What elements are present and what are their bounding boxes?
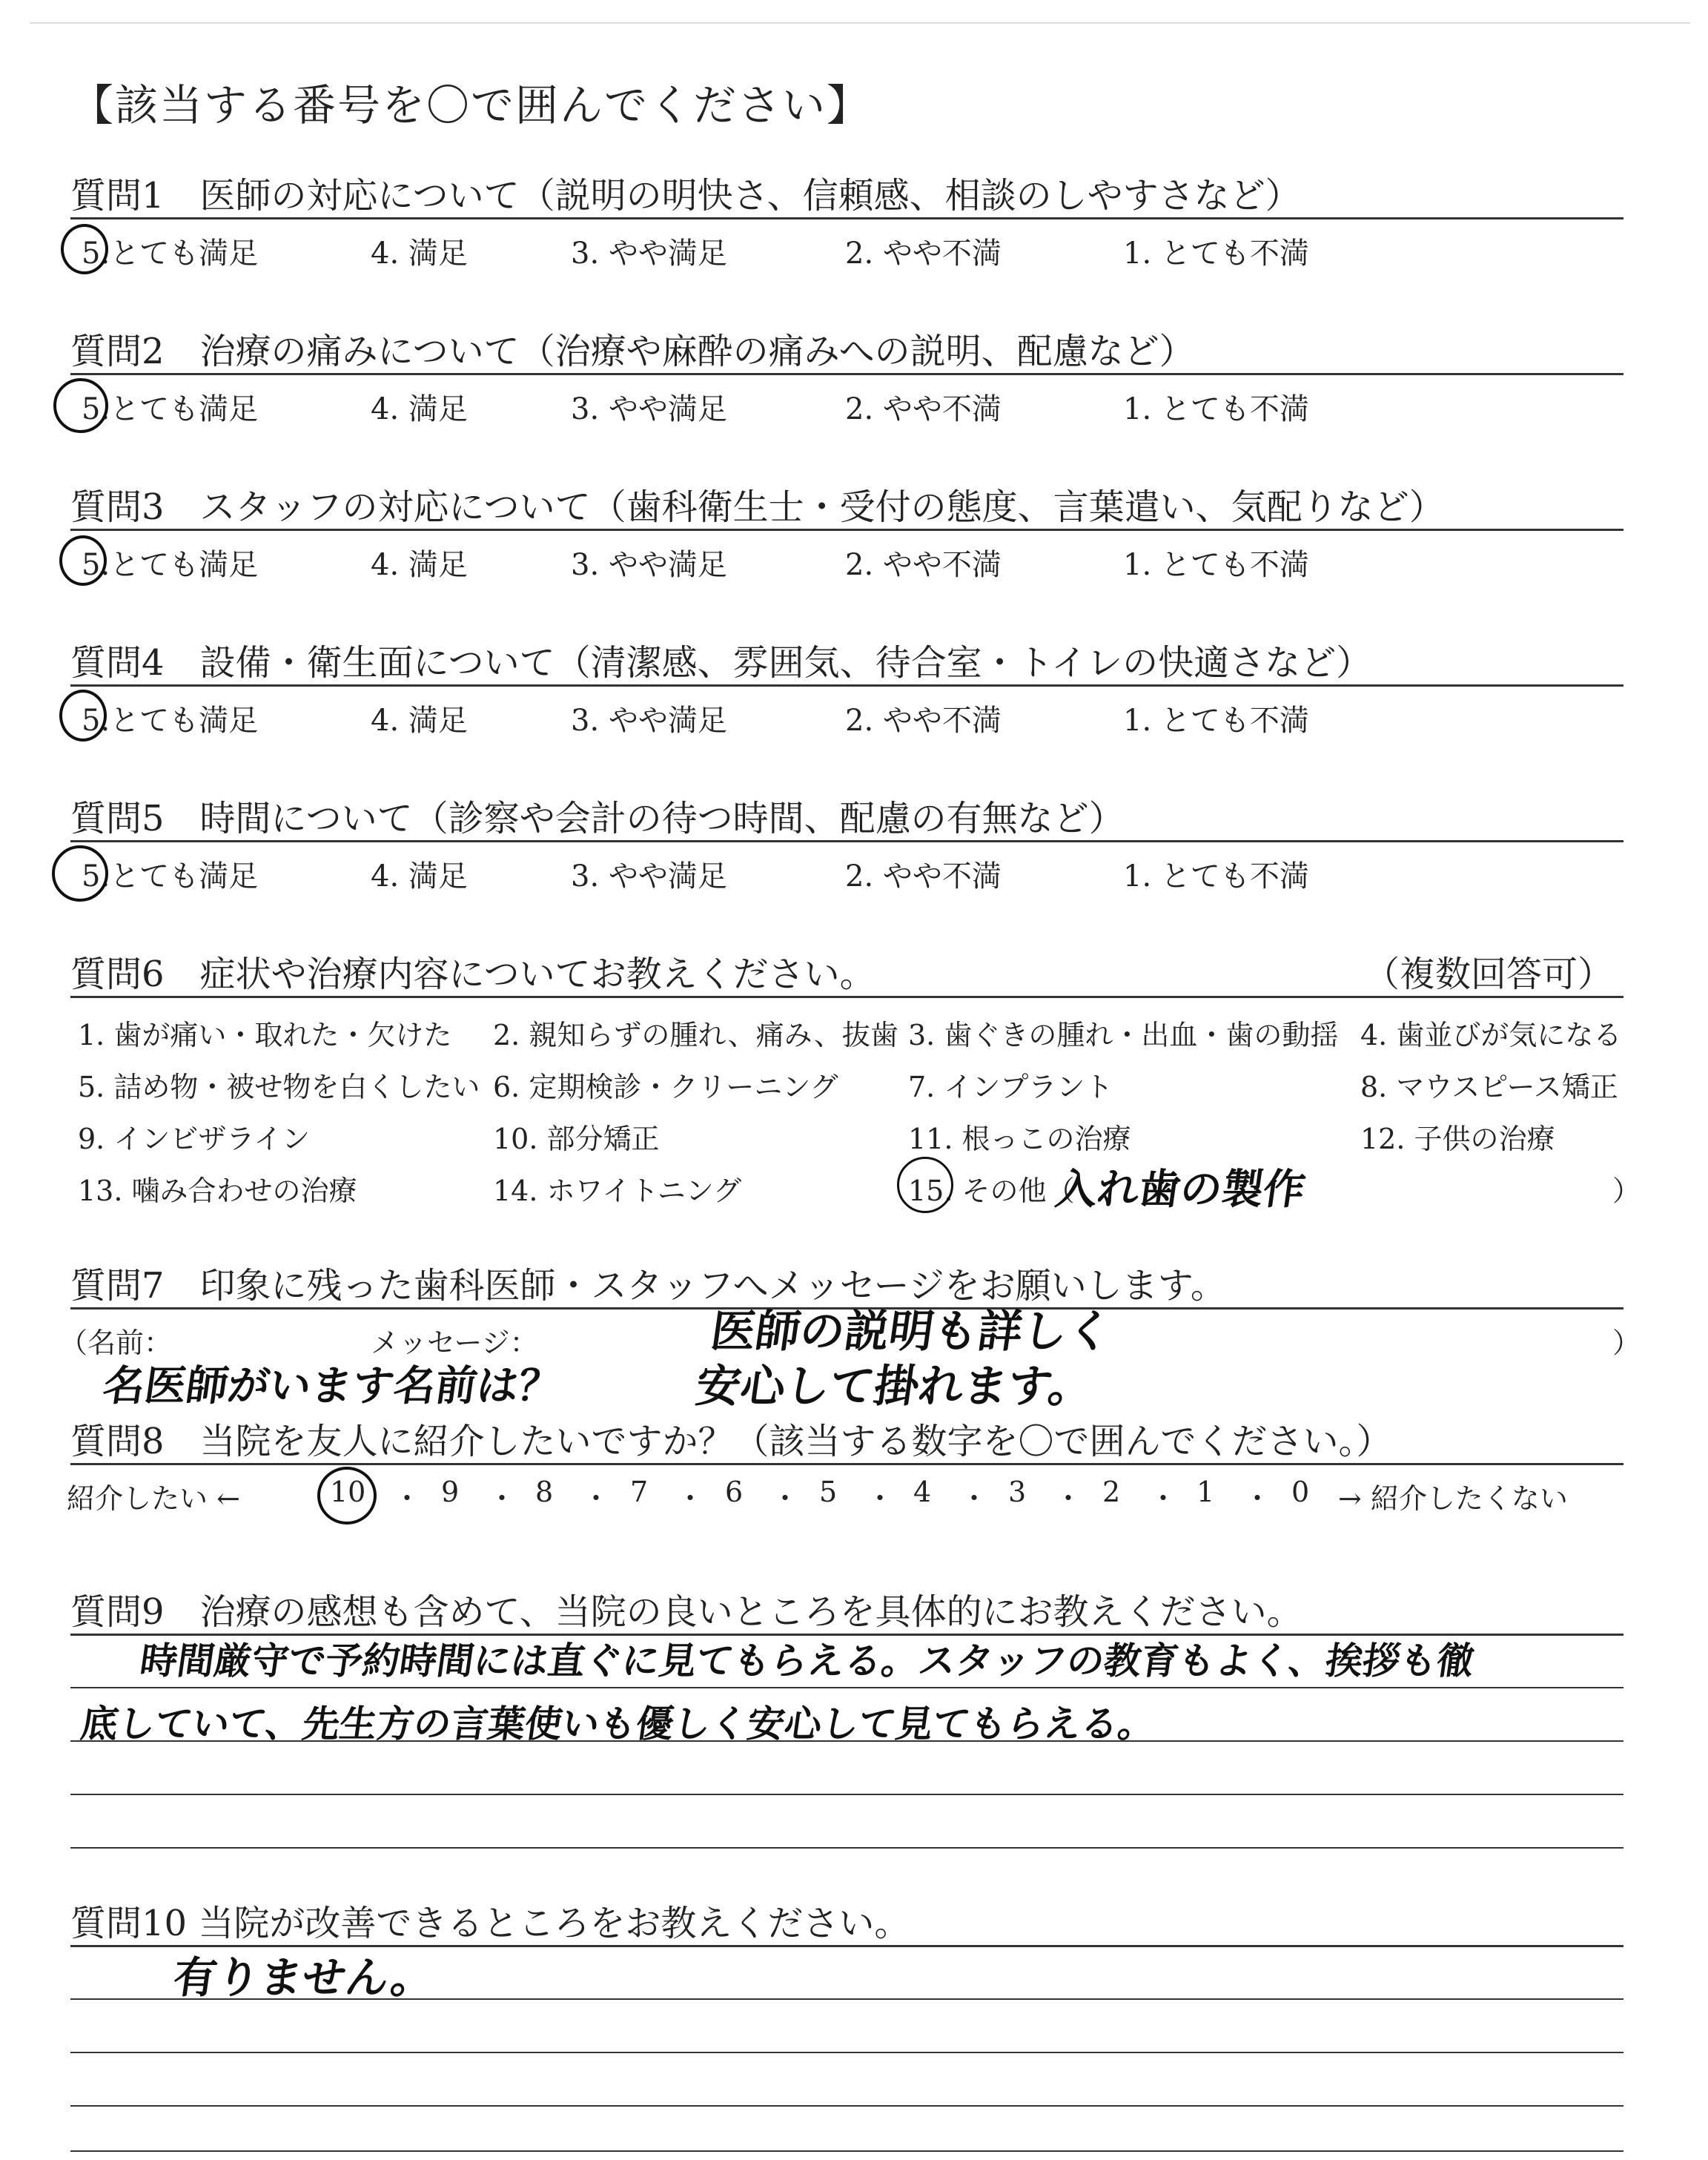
q8-scale-dot: ・ xyxy=(771,1482,800,1515)
question-8-title: 質問8 当院を友人に紹介したいですか？（該当する数字を〇で囲んでください。） xyxy=(70,1421,1392,1462)
q8-scale-1[interactable]: 1 xyxy=(1196,1476,1215,1508)
question-10-rule-5 xyxy=(70,2150,1623,2152)
q8-scale-dot: ・ xyxy=(1149,1482,1178,1515)
question-7-title: 質問7 印象に残った歯科医師・スタッフへメッセージをお願いします。 xyxy=(70,1265,1226,1307)
q6-option-2[interactable]: 2. 親知らずの腫れ、痛み、抜歯 xyxy=(493,1019,898,1051)
q1-option-3[interactable]: 3. やや満足 xyxy=(571,237,727,271)
question-3-rule xyxy=(70,529,1623,531)
q7-name-label: （名前： xyxy=(59,1327,173,1359)
question-9-title: 質問9 治療の感想も含めて、当院の良いところを具体的にお教えください。 xyxy=(70,1591,1302,1633)
q9-answer-line-1[interactable]: 時間厳守で予約時間には直ぐに見てもらえる。スタッフの教育もよく、挨拶も徹 xyxy=(137,1639,1477,1682)
q6-other-close-paren: ） xyxy=(1612,1175,1641,1207)
q1-option-4[interactable]: 4. 満足 xyxy=(371,237,468,271)
q4-option-5[interactable]: 5.とても満足 xyxy=(82,704,259,738)
q1-option-1[interactable]: 1. とても不満 xyxy=(1123,237,1309,271)
q5-option-2[interactable]: 2. やや不満 xyxy=(845,859,1002,894)
q6-selected-circle xyxy=(897,1157,953,1213)
q4-option-2[interactable]: 2. やや不満 xyxy=(845,704,1002,738)
q9-answer-line-2[interactable]: 底していて、先生方の言葉使いも優しく安心して見てもらえる。 xyxy=(78,1702,1159,1745)
q8-scale-dot: ・ xyxy=(488,1482,517,1515)
q8-scale-dot: ・ xyxy=(960,1482,989,1515)
q8-scale-dot: ・ xyxy=(676,1482,705,1515)
q6-option-15[interactable]: 15. その他（ xyxy=(908,1175,1075,1207)
q1-option-2[interactable]: 2. やや不満 xyxy=(845,237,1002,271)
q5-selected-circle xyxy=(52,845,108,902)
q6-option-7[interactable]: 7. インプラント xyxy=(908,1071,1113,1103)
question-10-rule-4 xyxy=(70,2105,1623,2107)
q2-option-4[interactable]: 4. 満足 xyxy=(371,392,468,426)
q8-scale-6[interactable]: 6 xyxy=(725,1476,744,1508)
q8-scale-3[interactable]: 3 xyxy=(1008,1476,1027,1508)
q3-option-4[interactable]: 4. 満足 xyxy=(371,548,468,582)
question-6-note: （複数回答可） xyxy=(1364,954,1614,995)
q2-option-2[interactable]: 2. やや不満 xyxy=(845,392,1002,426)
q6-option-5[interactable]: 5. 詰め物・被せ物を白くしたい xyxy=(78,1071,480,1103)
q8-scale-5[interactable]: 5 xyxy=(819,1476,838,1508)
q1-option-5[interactable]: 5.とても満足 xyxy=(82,237,259,271)
q6-option-9[interactable]: 9. インビザライン xyxy=(78,1123,311,1155)
q6-option-10[interactable]: 10. 部分矯正 xyxy=(493,1123,660,1155)
q2-option-1[interactable]: 1. とても不満 xyxy=(1123,392,1309,426)
q8-left-label: 紹介したい ← xyxy=(67,1482,240,1515)
question-5-title: 質問5 時間について（診察や会計の待つ時間、配慮の有無など） xyxy=(70,798,1125,839)
question-10-title: 質問10 当院が改善できるところをお教えください。 xyxy=(70,1903,910,1944)
q4-option-1[interactable]: 1. とても不満 xyxy=(1123,704,1309,738)
q8-scale-8[interactable]: 8 xyxy=(535,1476,554,1508)
top-border xyxy=(30,22,1690,24)
question-4-rule xyxy=(70,684,1623,687)
page-title: 【該当する番号を〇で囲んでください】 xyxy=(70,80,872,131)
q8-scale-dot: ・ xyxy=(1243,1482,1272,1515)
q2-selected-circle xyxy=(53,378,108,433)
q8-scale-9[interactable]: 9 xyxy=(441,1476,460,1508)
q7-name-answer[interactable]: 名医師がいます名前は？ xyxy=(99,1362,563,1410)
q6-option-3[interactable]: 3. 歯ぐきの腫れ・出血・歯の動揺 xyxy=(908,1019,1339,1051)
q3-option-3[interactable]: 3. やや満足 xyxy=(571,548,727,582)
q3-option-2[interactable]: 2. やや不満 xyxy=(845,548,1002,582)
q8-scale-dot: ・ xyxy=(582,1482,611,1515)
q3-selected-circle xyxy=(59,535,107,586)
question-1-rule xyxy=(70,217,1623,219)
q4-selected-circle xyxy=(59,690,107,742)
q7-close-paren: ） xyxy=(1612,1327,1641,1359)
q7-message-line-2[interactable]: 安心して掛れます。 xyxy=(692,1361,1097,1413)
q6-option-6[interactable]: 6. 定期検診・クリーニング xyxy=(493,1071,838,1103)
question-6-title: 質問6 症状や治療内容についてお教えください。 xyxy=(70,954,875,995)
q6-option-11[interactable]: 11. 根っこの治療 xyxy=(908,1123,1131,1155)
question-9-rule-4 xyxy=(70,1794,1623,1795)
q3-option-5[interactable]: 5.とても満足 xyxy=(82,548,259,582)
q4-option-4[interactable]: 4. 満足 xyxy=(371,704,468,738)
q5-option-3[interactable]: 3. やや満足 xyxy=(571,859,727,894)
question-8-rule xyxy=(70,1463,1623,1465)
question-3-title: 質問3 スタッフの対応について（歯科衛生士・受付の態度、言葉遣い、気配りなど） xyxy=(70,486,1445,528)
question-5-rule xyxy=(70,840,1623,842)
q8-scale-7[interactable]: 7 xyxy=(630,1476,649,1508)
q8-scale-4[interactable]: 4 xyxy=(913,1476,932,1508)
q8-right-label: → 紹介したくない xyxy=(1338,1482,1568,1515)
q5-option-4[interactable]: 4. 満足 xyxy=(371,859,468,894)
question-9-rule-5 xyxy=(70,1847,1623,1849)
q8-scale-dot: ・ xyxy=(1054,1482,1083,1515)
q6-option-8[interactable]: 8. マウスピース矯正 xyxy=(1360,1071,1618,1103)
question-9-rule-2 xyxy=(70,1687,1623,1688)
q5-option-1[interactable]: 1. とても不満 xyxy=(1123,859,1309,894)
q6-option-14[interactable]: 14. ホワイトニング xyxy=(493,1175,742,1207)
q6-option-1[interactable]: 1. 歯が痛い・取れた・欠けた xyxy=(78,1019,452,1051)
question-10-rule-3 xyxy=(70,2052,1623,2053)
q8-scale-dot: ・ xyxy=(866,1482,895,1515)
q8-scale-2[interactable]: 2 xyxy=(1102,1476,1121,1508)
q7-message-line-1[interactable]: 医師の説明も詳しく xyxy=(707,1306,1116,1358)
q1-selected-circle xyxy=(61,224,108,274)
question-1-title: 質問1 医師の対応について（説明の明快さ、信頼感、相談のしやすさなど） xyxy=(70,175,1301,217)
q2-option-3[interactable]: 3. やや満足 xyxy=(571,392,727,426)
q6-option-12[interactable]: 12. 子供の治療 xyxy=(1360,1123,1555,1155)
q8-scale-dot: ・ xyxy=(393,1482,422,1515)
question-2-title: 質問2 治療の痛みについて（治療や麻酔の痛みへの説明、配慮など） xyxy=(70,331,1195,372)
q6-other-answer[interactable]: 入れ歯の製作 xyxy=(1052,1166,1308,1214)
question-6-rule xyxy=(70,996,1623,998)
q8-selected-circle xyxy=(317,1467,377,1525)
q5-option-5[interactable]: 5.とても満足 xyxy=(82,859,259,894)
question-4-title: 質問4 設備・衛生面について（清潔感、雰囲気、待合室・トイレの快適さなど） xyxy=(70,642,1372,684)
question-2-rule xyxy=(70,373,1623,375)
q3-option-1[interactable]: 1. とても不満 xyxy=(1123,548,1309,582)
q8-scale-0[interactable]: 0 xyxy=(1291,1476,1310,1508)
q6-option-13[interactable]: 13. 噛み合わせの治療 xyxy=(78,1175,357,1207)
q2-option-5[interactable]: 5.とても満足 xyxy=(82,392,259,426)
q4-option-3[interactable]: 3. やや満足 xyxy=(571,704,727,738)
q7-message-label: メッセージ： xyxy=(371,1327,538,1359)
q6-option-4[interactable]: 4. 歯並びが気になる xyxy=(1360,1019,1622,1051)
q10-answer[interactable]: 有りません。 xyxy=(170,1952,438,2003)
q8-scale-10[interactable]: 10 xyxy=(330,1476,366,1508)
